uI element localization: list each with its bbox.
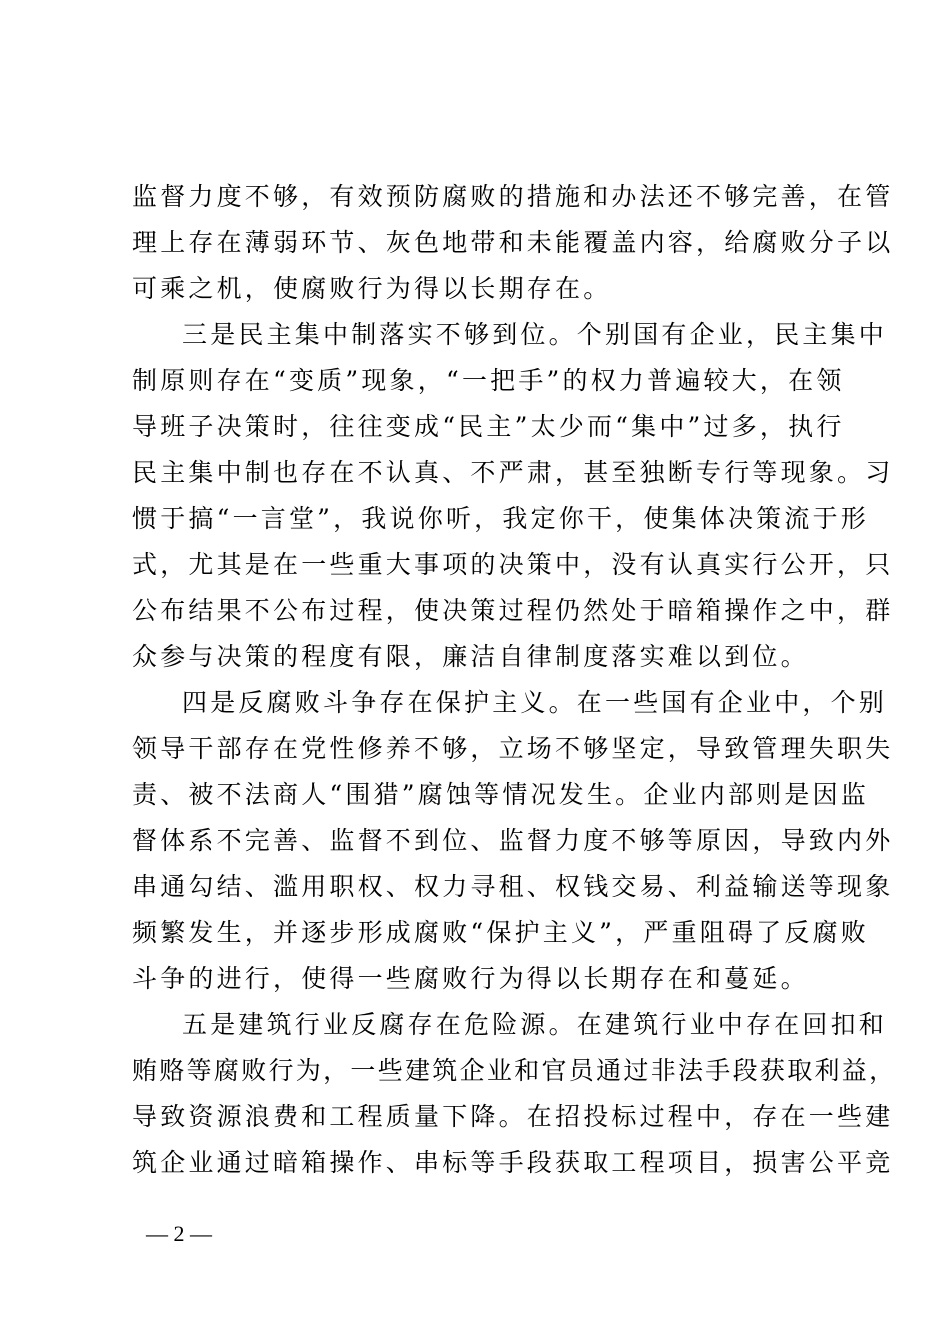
text-line: 领导干部存在党性修养不够，立场不够坚定，导致管理失职失 [132, 734, 894, 763]
text-line: 式，尤其是在一些重大事项的决策中，没有认真实行公开，只 [132, 550, 894, 579]
text-line: 斗争的进行，使得一些腐败行为得以长期存在和蔓延。 [132, 964, 809, 993]
text-line: 公布结果不公布过程，使决策过程仍然处于暗箱操作之中，群 [132, 596, 894, 625]
paragraph-first-line: 四是反腐败斗争存在保护主义。在一些国有企业中，个别 [182, 688, 888, 717]
text-line: 导致资源浪费和工程质量下降。在招投标过程中，存在一些建 [132, 1102, 894, 1131]
text-line: 频繁发生，并逐步形成腐败“保护主义”，严重阻碍了反腐败 [132, 918, 869, 947]
text-line: 民主集中制也存在不认真、不严肃，甚至独断专行等现象。习 [132, 458, 894, 487]
text-line: 导班子决策时，往往变成“民主”太少而“集中”过多，执行 [132, 412, 845, 441]
text-line: 惯于搞“一言堂”，我说你听，我定你干，使集体决策流于形 [132, 504, 869, 533]
text-line: 贿赂等腐败行为，一些建筑企业和官员通过非法手段获取利益， [132, 1056, 897, 1085]
text-line: 众参与决策的程度有限，廉洁自律制度落实难以到位。 [132, 642, 809, 671]
paragraph-first-line: 五是建筑行业反腐存在危险源。在建筑行业中存在回扣和 [182, 1010, 888, 1039]
page-number: — 2 — [146, 1221, 212, 1246]
text-line: 理上存在薄弱环节、灰色地带和未能覆盖内容，给腐败分子以 [132, 228, 894, 257]
text-line: 责、被不法商人“围猎”腐蚀等情况发生。企业内部则是因监 [132, 780, 869, 809]
text-line: 督体系不完善、监督不到位、监督力度不够等原因，导致内外 [132, 826, 894, 855]
text-line: 监督力度不够，有效预防腐败的措施和办法还不够完善，在管 [132, 182, 894, 211]
text-line: 筑企业通过暗箱操作、串标等手段获取工程项目，损害公平竞 [132, 1148, 894, 1177]
text-line: 制原则存在“变质”现象，“一把手”的权力普遍较大，在领 [132, 366, 845, 395]
paragraph-first-line: 三是民主集中制落实不够到位。个别国有企业，民主集中 [182, 320, 888, 349]
text-line: 串通勾结、滥用职权、权力寻租、权钱交易、利益输送等现象 [132, 872, 894, 901]
text-line: 可乘之机，使腐败行为得以长期存在。 [132, 274, 612, 303]
